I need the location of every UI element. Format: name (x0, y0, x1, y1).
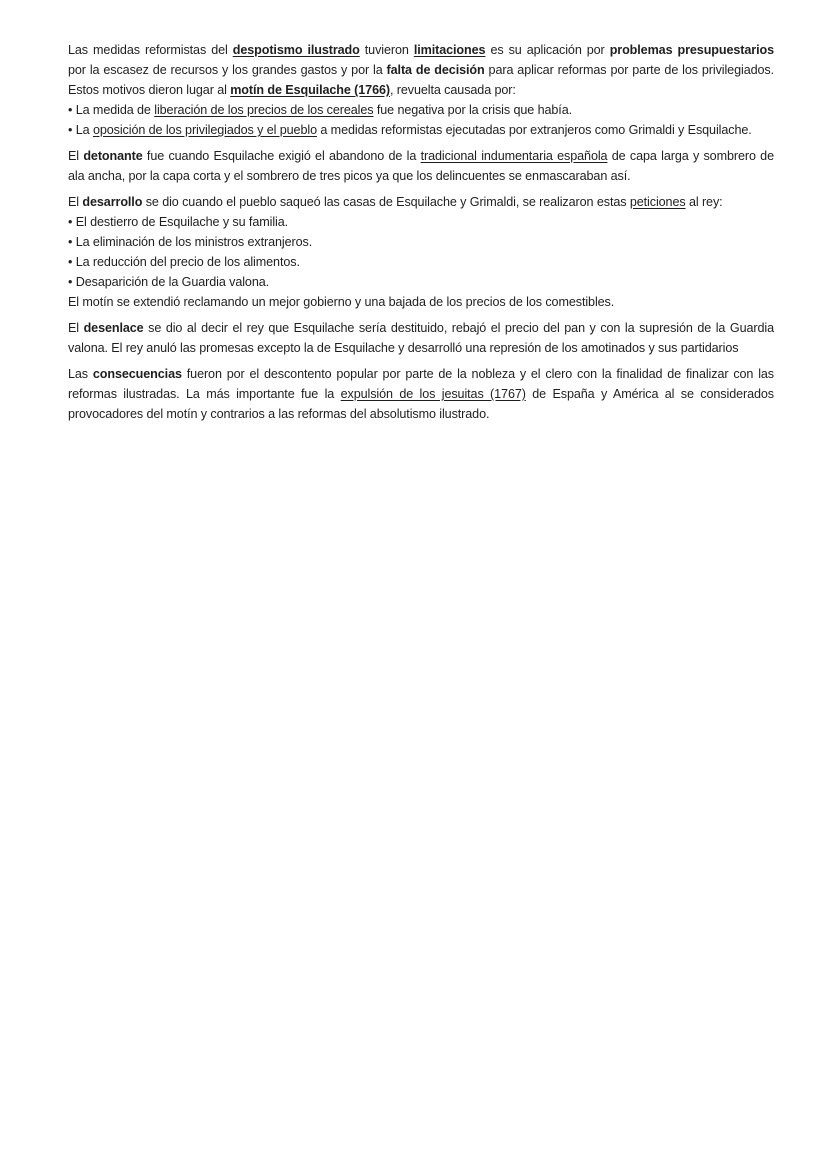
text-run: tradicional indumentaria española (420, 149, 608, 163)
bullet-item (68, 100, 774, 120)
text-run: La medida de (75, 103, 155, 117)
text-run: de España y América al se considerados provocadores del motín y contrarios a las reformas del absolutismo ilustrado. (68, 387, 775, 421)
text-run: problemas presupuestarios (609, 43, 774, 57)
bullet-icon: • (68, 103, 76, 117)
text-run: Desaparición de la Guardia valona. (75, 275, 270, 289)
text-run: se dio cuando el pueblo saqueó las casas de Esquilache y Grimaldi, se realizaron estas (142, 195, 630, 209)
bullet-icon: • (68, 123, 76, 137)
text-run: fue negativa por la crisis que había. (373, 103, 572, 117)
text-run: fueron por el descontento popular por parte de la nobleza y el clero con la finalidad de finalizar con las reformas ilustradas. La más importante fue la (68, 367, 774, 401)
text-run: tuvieron (359, 43, 414, 57)
bullet-item (68, 232, 774, 252)
text-run: desarrollo (82, 195, 143, 209)
text-run: limitaciones (413, 43, 486, 57)
bullet-item (68, 252, 774, 272)
paragraph (68, 318, 774, 358)
text-run: El destierro de Esquilache y su familia. (75, 215, 289, 229)
text-run: por la escasez de recursos y los grandes gastos y por la (68, 63, 387, 77)
bullet-item (68, 272, 774, 292)
text-run: consecuencias (92, 367, 182, 381)
text-run: peticiones (629, 195, 686, 209)
text-run: falta de decisión (386, 63, 485, 77)
text-run: fue cuando Esquilache exigió el abandono de la (142, 149, 421, 163)
text-run: se dio al decir el rey que Esquilache sería destituido, rebajó el precio del pan y con la supresión de la Guardia valona. El rey anuló las promesas excepto la de Esquilache y desarrolló una represión de los amotinados y sus partidarios (68, 321, 774, 355)
text-run: expulsión de los jesuitas (1767) (340, 387, 526, 401)
bullet-item (68, 120, 774, 140)
text-run: desenlace (83, 321, 144, 335)
bullet-icon: • (68, 215, 76, 229)
text-run: , revuelta causada por: (389, 83, 516, 97)
paragraph (68, 364, 774, 424)
text-run: El motín se extendió reclamando un mejor gobierno y una bajada de los precios de los comestibles. (68, 295, 615, 309)
paragraph (68, 40, 774, 100)
text-run: El (68, 321, 84, 335)
text-run: El (68, 195, 83, 209)
bullet-icon: • (68, 255, 76, 269)
text-run: es su aplicación por (485, 43, 610, 57)
bullet-icon: • (68, 275, 76, 289)
text-line (68, 292, 774, 312)
text-run: motín de Esquilache (1766) (230, 83, 390, 97)
document-content (68, 40, 774, 424)
text-run: despotismo ilustrado (232, 43, 360, 57)
text-run: oposición de los privilegiados y el pueblo (92, 123, 317, 137)
text-run: La reducción del precio de los alimentos. (75, 255, 300, 269)
text-run: a medidas reformistas ejecutadas por extranjeros como Grimaldi y Esquilache. (316, 123, 752, 137)
bullet-item (68, 212, 774, 232)
paragraph (68, 192, 774, 212)
text-run: liberación de los precios de los cereales (154, 103, 374, 117)
text-run: Las (68, 367, 93, 381)
paragraph (68, 146, 774, 186)
bullet-icon: • (68, 235, 76, 249)
text-run: al rey: (685, 195, 723, 209)
text-run: El (68, 149, 84, 163)
text-run: La eliminación de los ministros extranjeros. (75, 235, 313, 249)
text-run: detonante (83, 149, 143, 163)
text-run: para aplicar reformas por parte de los privilegiados. Estos motivos dieron lugar al (68, 63, 774, 97)
text-run: Las medidas reformistas del (68, 43, 233, 57)
text-run: de capa larga y sombrero de ala ancha, por la capa corta y el sombrero de tres picos ya que los delincuentes se enmascaraban así. (68, 149, 774, 183)
text-run: La (75, 123, 93, 137)
